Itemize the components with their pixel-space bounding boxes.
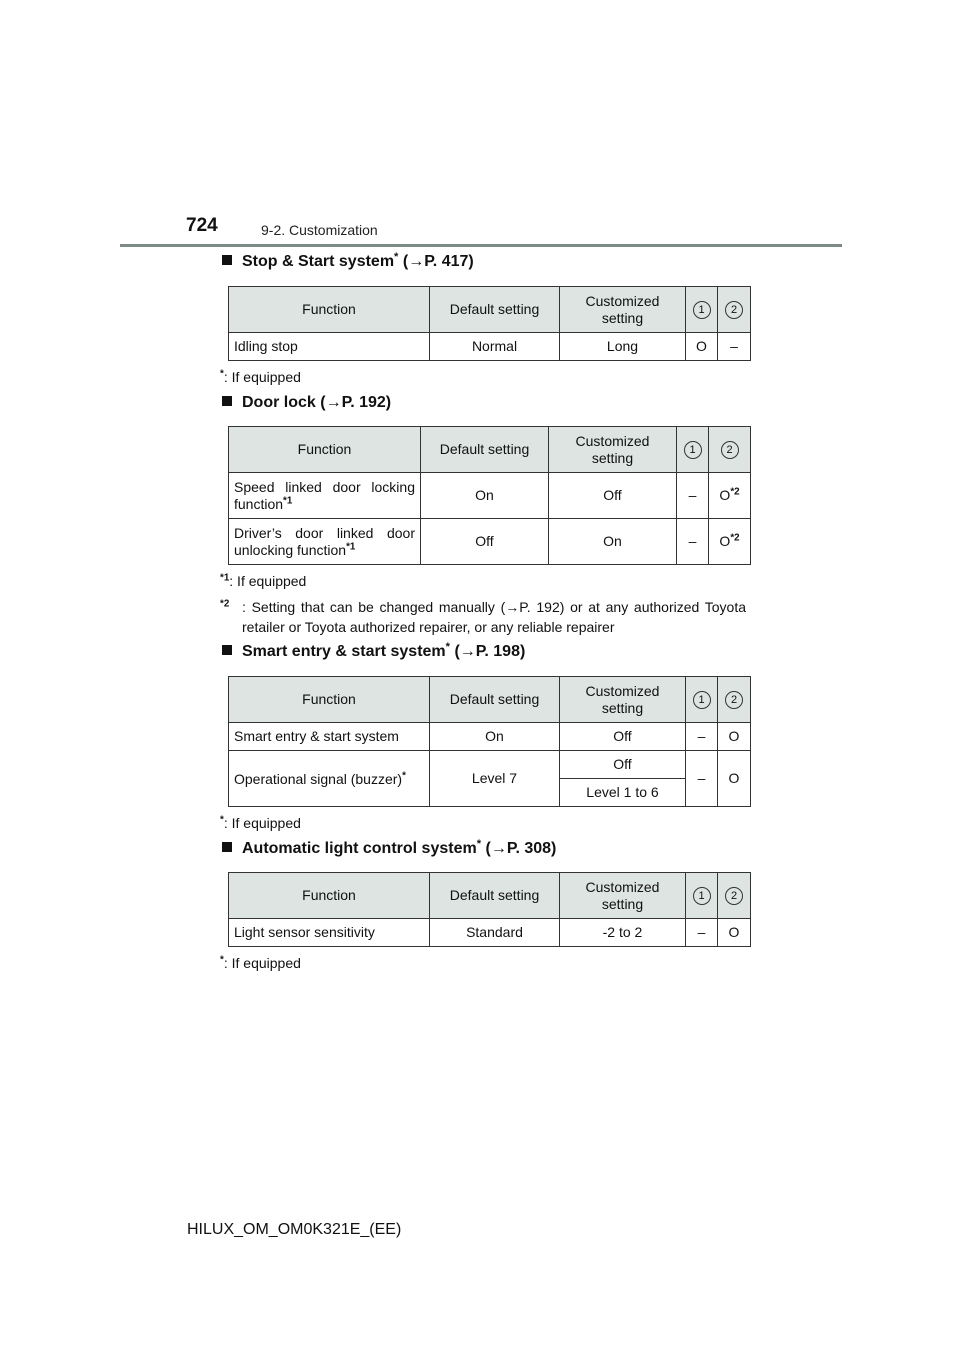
square-bullet-icon <box>222 842 232 852</box>
square-bullet-icon <box>222 645 232 655</box>
circled-one-icon: 1 <box>693 691 711 709</box>
heading-stop-start: Stop & Start system* (→P. 417) <box>222 253 474 271</box>
table-row: Light sensor sensitivity Standard -2 to 2 – O <box>229 919 751 947</box>
col-header-customized: Customized setting <box>560 287 686 333</box>
table-stop-start <box>228 286 751 361</box>
col-header-default: Default setting <box>430 677 560 723</box>
heading-smart-entry: Smart entry & start system* (→P. 198) <box>222 643 525 661</box>
footnote: $^{*1}$: If equipped <box>220 572 307 589</box>
col-header-customized: Customized setting <box>549 427 677 473</box>
col-header-default: Default setting <box>430 287 560 333</box>
circled-two-icon: 2 <box>725 301 743 319</box>
equipped-mark: * <box>394 250 399 263</box>
col-header-default: Default setting <box>430 873 560 919</box>
table-row: Smart entry & start system On Off – O <box>229 723 751 751</box>
circled-one-icon: 1 <box>684 441 702 459</box>
heading-auto-light: Automatic light control system* (→P. 308) <box>222 840 556 858</box>
circled-two-icon: 2 <box>725 691 743 709</box>
table-row: Speed linked door locking function$^{*1}$ On Off – $O^{*2}$ <box>229 473 751 519</box>
table-row: Operational signal (buzzer)* Level 7 Off – O <box>229 751 751 779</box>
equipped-mark: * <box>445 640 450 653</box>
col-header-function: Function <box>229 677 430 723</box>
col-header-customized: Customized setting <box>560 677 686 723</box>
square-bullet-icon <box>222 255 232 265</box>
col-header-default: Default setting <box>421 427 549 473</box>
table-row: Driver’s door linked door unlocking function$^{*1}$ Off On – $O^{*2}$ <box>229 519 751 565</box>
footnote: *: If equipped <box>220 954 301 971</box>
col-header-customized: Customized setting <box>560 873 686 919</box>
circled-one-icon: 1 <box>693 887 711 905</box>
footnote: $^{*2}$ : Setting that can be changed manually (→P. 192) or at any authorized Toyota retailer or Toyota authorized repairer, or any reliable repairer <box>220 598 746 635</box>
table-door-lock <box>228 426 751 565</box>
footer-doc-code: HILUX_OM_OM0K321E_(EE) <box>187 1221 402 1238</box>
header-rule <box>120 244 842 247</box>
circled-two-icon: 2 <box>721 441 739 459</box>
section-title: 9-2. Customization <box>261 222 378 238</box>
footnote: *: If equipped <box>220 368 301 385</box>
table-auto-light <box>228 872 751 947</box>
circled-two-icon: 2 <box>725 887 743 905</box>
footnote: *: If equipped <box>220 814 301 831</box>
circled-one-icon: 1 <box>693 301 711 319</box>
equipped-mark: * <box>476 837 482 850</box>
heading-door-lock: Door lock (→P. 192) <box>222 394 391 412</box>
table-smart-entry: Function Default setting Customized setting 1 2 Smart entry & start system On Off – O Operational signal (buzzer)* Level 7 Off – O Level 1 to 6 <box>228 676 751 807</box>
col-header-function: Function <box>229 427 421 473</box>
page-number: 724 <box>186 215 218 236</box>
col-header-function: Function <box>229 873 430 919</box>
table-row: Idling stop Normal Long O – <box>229 333 751 361</box>
col-header-function: Function <box>229 287 430 333</box>
square-bullet-icon <box>222 396 232 406</box>
